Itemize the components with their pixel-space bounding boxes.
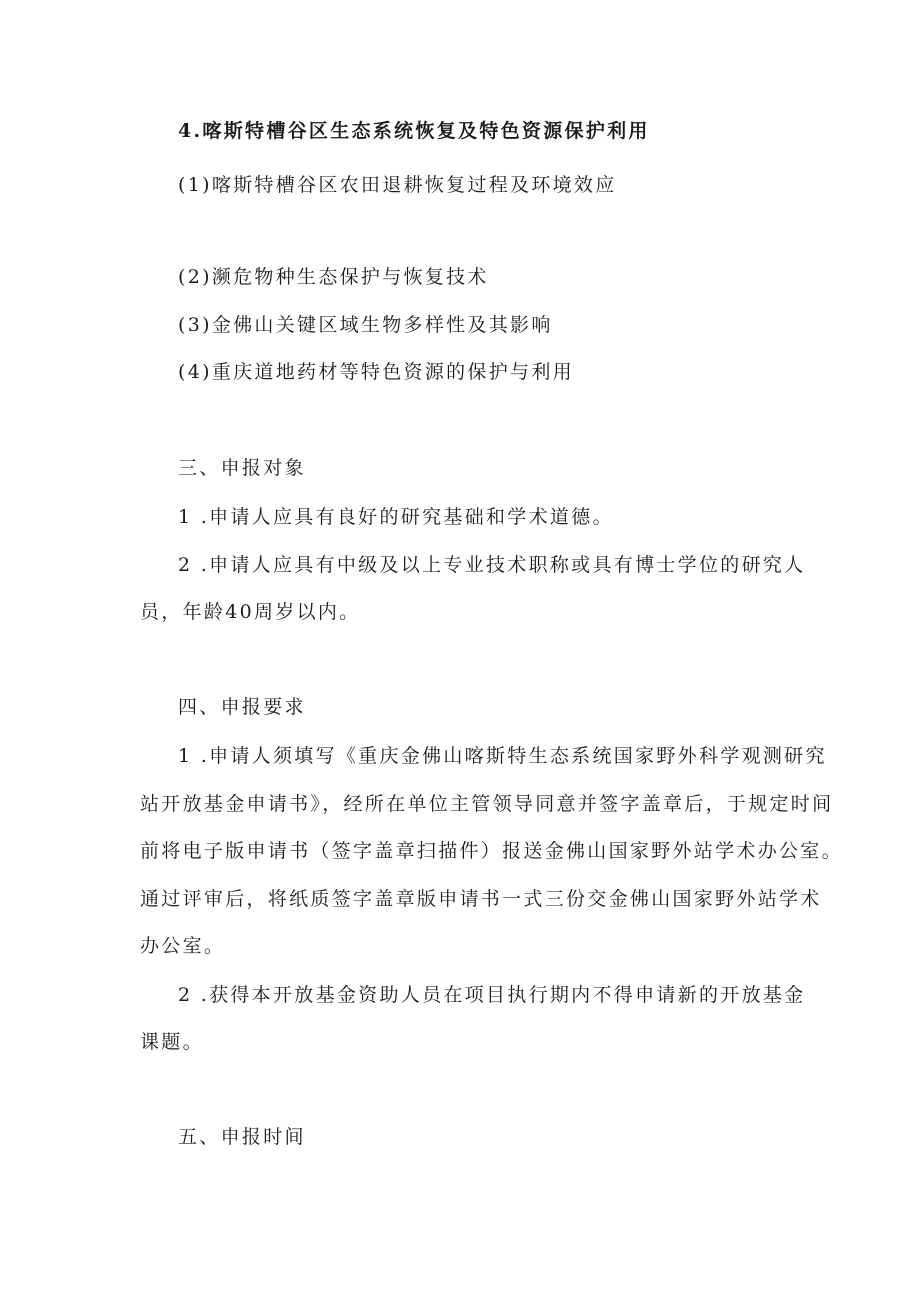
applicants-heading: 三、申报对象 [178, 457, 306, 479]
requirements-item-1-line-5: 办公室。 [140, 935, 226, 957]
requirements-item-1-line-3: 前将电子版申请书（签字盖章扫描件）报送金佛山国家野外站学术办公室。 [140, 840, 843, 862]
section4-item-1: (1)喀斯特槽谷区农田退耕恢复过程及环境效应 [178, 174, 617, 196]
applicants-item-2-line-1: 2 .申请人应具有中级及以上专业技术职称或具有博士学位的研究人 [178, 554, 806, 576]
requirements-item-1-line-4: 通过评审后，将纸质签字盖章版申请书一式三份交金佛山国家野外站学术 [140, 888, 822, 910]
requirements-item-1-line-1: 1 .申请人须填写《重庆金佛山喀斯特生态系统国家野外科学观测研究 [178, 745, 827, 767]
applicants-item-1: 1 .申请人应具有良好的研究基础和学术道德。 [178, 506, 614, 528]
section4-item-2: (2)濒危物种生态保护与恢复技术 [178, 266, 489, 288]
applicants-item-2-line-2: 员，年龄40周岁以内。 [140, 601, 361, 623]
section4-item-4: (4)重庆道地药材等特色资源的保护与利用 [178, 361, 574, 383]
section4-item-3: (3)金佛山关键区域生物多样性及其影响 [178, 314, 553, 336]
requirements-item-2-line-1: 2 .获得本开放基金资助人员在项目执行期内不得申请新的开放基金 [178, 984, 806, 1006]
schedule-heading: 五、申报时间 [178, 1126, 306, 1148]
section4-title: 4.喀斯特槽谷区生态系统恢复及特色资源保护利用 [178, 120, 650, 142]
requirements-heading: 四、申报要求 [178, 696, 306, 718]
requirements-item-1-line-2: 站开放基金申请书》，经所在单位主管领导同意并签字盖章后，于规定时间 [140, 793, 834, 815]
requirements-item-2-line-2: 课题。 [140, 1031, 204, 1053]
